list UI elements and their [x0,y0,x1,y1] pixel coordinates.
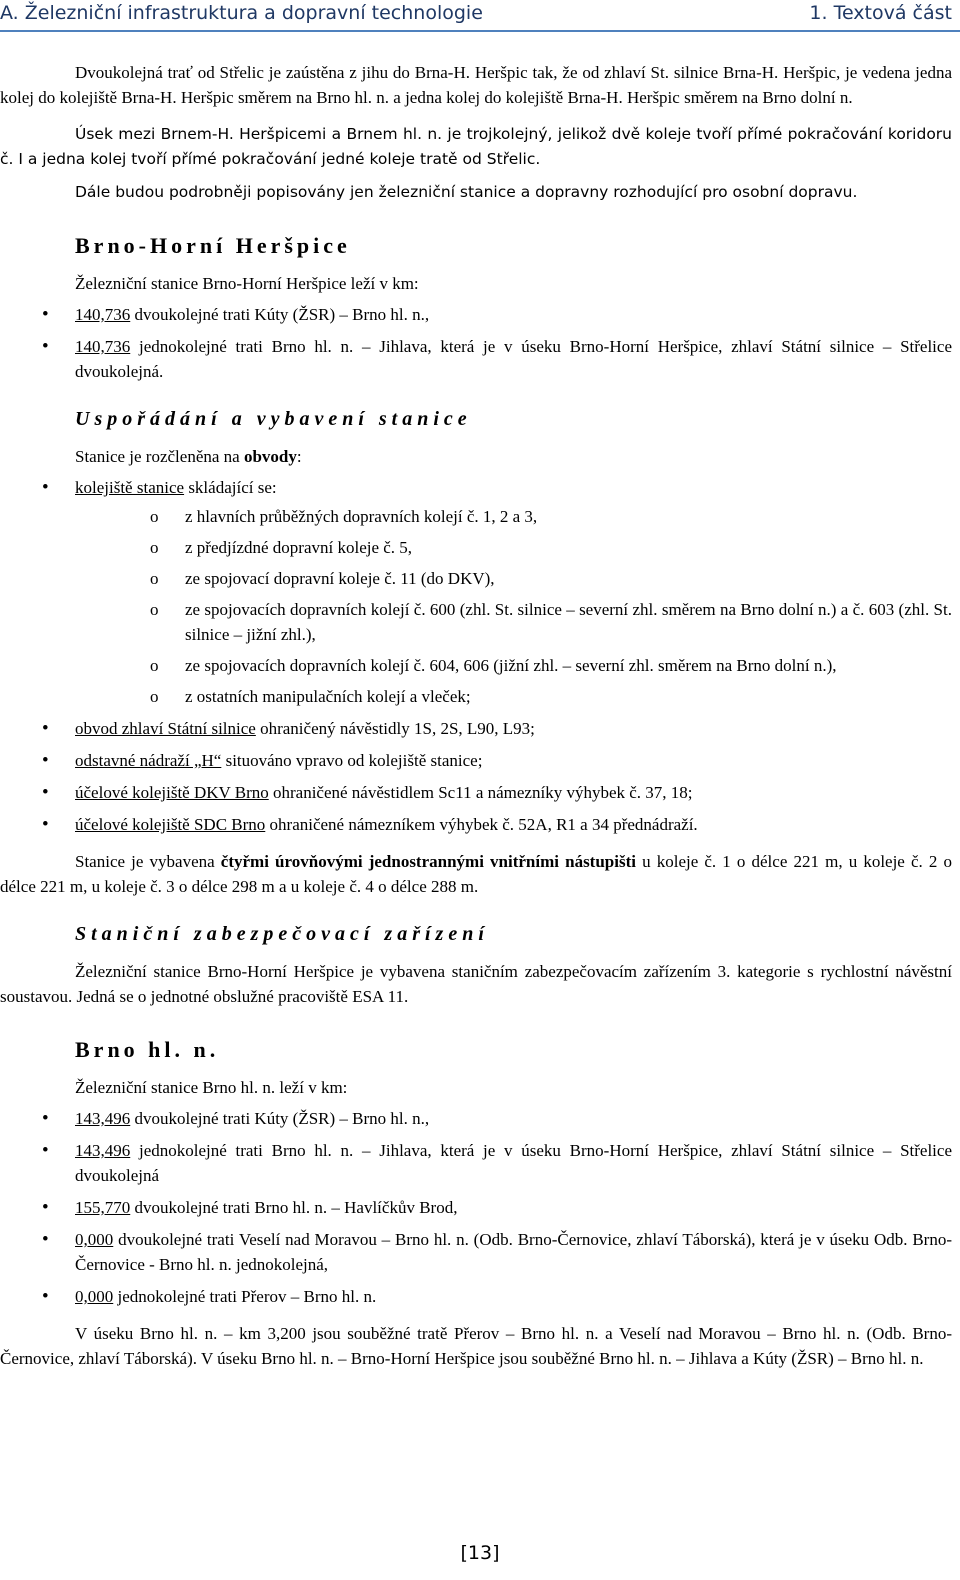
km-description: jednokolejné trati Přerov – Brno hl. n. [113,1287,377,1306]
list-item [0,780,952,805]
km-description: dvoukolejné trati Brno hl. n. – Havlíčkův Brod, [130,1198,458,1217]
district-text: ohraničené námezníkem výhybek č. 52A, R1 a 34 přednádraží. [265,815,698,834]
page-number: [13] [460,1542,500,1564]
list-item: o z ostatních manipulačních kolejí a vleček; [75,684,952,709]
list-item: o ze spojovací dopravní koleje č. 11 (do DKV), [75,566,952,591]
km-value: 143,496 [75,1109,131,1128]
km-description: jednokolejné trati Brno hl. n. – Jihlava, která je v úseku Brno-Horní Heršpice, zhlaví Státní silnice – Střelice dvoukolejná [75,1141,952,1185]
km-description: dvoukolejné trati Kúty (ŽSR) – Brno hl. n., [130,305,430,324]
layout-intro-text: Stanice je rozčleněna na [75,447,244,466]
document-body [0,60,952,1371]
yard-tracks-list [75,504,952,709]
station2-km-intro: Železniční stanice Brno hl. n. leží v km: [75,1078,348,1097]
header-title: A. Železniční infrastruktura a dopravní technologie [0,2,483,24]
district-label: účelové kolejiště DKV Brno [75,783,269,802]
section-heading-layout: Uspořádání a vybavení stanice [75,408,472,430]
km-description: dvoukolejné trati Veselí nad Moravou – Brno hl. n. (Odb. Brno-Černovice, zhlaví Táborská), která je v úseku Odb. Brno-Černovice - Brno hl. n. jednokolejná, [75,1230,952,1274]
list-item: o z hlavních průběžných dopravních kolejí č. 1, 2 a 3, [75,504,952,529]
page-header [0,0,960,30]
platforms-paragraph [0,849,952,899]
list-item [0,1195,952,1220]
station2-km-list [0,1106,952,1309]
list-item [0,812,952,837]
km-value: 140,736 [75,305,131,324]
list-item [0,1138,952,1188]
districts-list [0,475,952,837]
closing-paragraph: V úseku Brno hl. n. – km 3,200 jsou souběžné tratě Přerov – Brno hl. n. a Veselí nad Moravou – Brno hl. n. (Odb. Brno-Černovice, zhlaví Táborská). V úseku Brno hl. n. – Brno-Horní Heršpice jsou souběžné Brno hl. n. – Jihlava a Kúty (ŽSR) – Brno hl. n. [0,1324,952,1368]
district-label: kolejiště stanice [75,478,185,497]
list-item [0,334,952,384]
km-value: 0,000 [75,1287,114,1306]
district-label: obvod zhlaví Státní silnice [75,719,256,738]
district-text: situováno vpravo od kolejiště stanice; [221,751,483,770]
list-item [0,475,952,709]
station1-km-list [0,302,952,384]
layout-intro-bold: obvody [243,447,297,466]
header-rule [0,30,960,32]
header-part: 1. Textová část [809,2,952,24]
layout-intro-colon: : [296,447,302,466]
signalling-paragraph: Železniční stanice Brno-Horní Heršpice je vybavena staničním zabezpečovacím zařízením 3. kategorie s rychlostní návěstní soustavou. Jedná se o jednotné obslužné pracoviště ESA 11. [0,962,952,1006]
list-item [0,1227,952,1277]
district-text: ohraničené návěstidlem Sc11 a námezníky výhybek č. 37, 18; [268,783,693,802]
list-item: o ze spojovacích dopravních kolejí č. 600 (zhl. St. silnice – severní zhl. směrem na Brno dolní n.) a č. 603 (zhl. St. silnice – jižní zhl.), [75,597,952,647]
platforms-text: Stanice je vybavena [75,852,221,871]
district-text: skládající se: [184,478,277,497]
list-item [0,1284,952,1309]
km-description: dvoukolejné trati Kúty (ŽSR) – Brno hl. n., [130,1109,430,1128]
list-item [0,302,952,327]
km-value: 155,770 [75,1198,131,1217]
list-item [0,1106,952,1131]
list-item: o ze spojovacích dopravních kolejí č. 604, 606 (jižní zhl. – severní zhl. směrem na Brno dolní n.), [75,653,952,678]
district-label: účelové kolejiště SDC Brno [75,815,266,834]
district-text: ohraničený návěstidly 1S, 2S, L90, L93; [255,719,535,738]
list-item [0,748,952,773]
intro-paragraph-2: Úsek mezi Brnem-H. Heršpicemi a Brnem hl. n. je trojkolejný, jelikož dvě koleje tvoří přímé pokračování koridoru č. I a jedna kolej tvoří přímé pokračování jedné koleje tratě od Střelic. [0,125,952,168]
layout-intro [75,444,952,469]
km-value: 143,496 [75,1141,131,1160]
section-heading-signalling: Staniční zabezpečovací zařízení [75,923,489,945]
km-value: 0,000 [75,1230,114,1249]
station-heading-brno-hl-n: Brno hl. n. [75,1037,220,1062]
intro-paragraph-1: Dvoukolejná trať od Střelic je zaústěna z jihu do Brna-H. Heršpic tak, že od zhlaví St. silnice Brna-H. Heršpic, je vedena jedna kolej do kolejiště Brna-H. Heršpic směrem na Brno hl. n. a jedna kolej do kolejiště Brna-H. Heršpic směrem na Brno dolní n. [0,63,952,107]
intro-paragraph-3: Dále budou podrobněji popisovány jen železniční stanice a dopravny rozhodující pro osobní dopravu. [75,183,858,201]
km-value: 140,736 [75,337,131,356]
list-item [0,716,952,741]
station1-km-intro: Železniční stanice Brno-Horní Heršpice leží v km: [75,274,419,293]
platforms-text-end: u koleje č. 1 o délce 221 m, u koleje č. 2 o délce 221 m, u koleje č. 3 o délce 298 m a u koleje č. 4 o délce 288 m. [0,852,952,896]
list-item: o z předjízdné dopravní koleje č. 5, [75,535,952,560]
district-label: odstavné nádraží „H“ [75,751,222,770]
km-description: jednokolejné trati Brno hl. n. – Jihlava, která je v úseku Brno-Horní Heršpice, zhlaví Státní silnice – Střelice dvoukolejná. [75,337,952,381]
station-heading-brno-horni-herspice: Brno-Horní Heršpice [75,233,351,258]
platforms-bold: čtyřmi úrovňovými jednostrannými vnitřními nástupišti [220,852,636,871]
